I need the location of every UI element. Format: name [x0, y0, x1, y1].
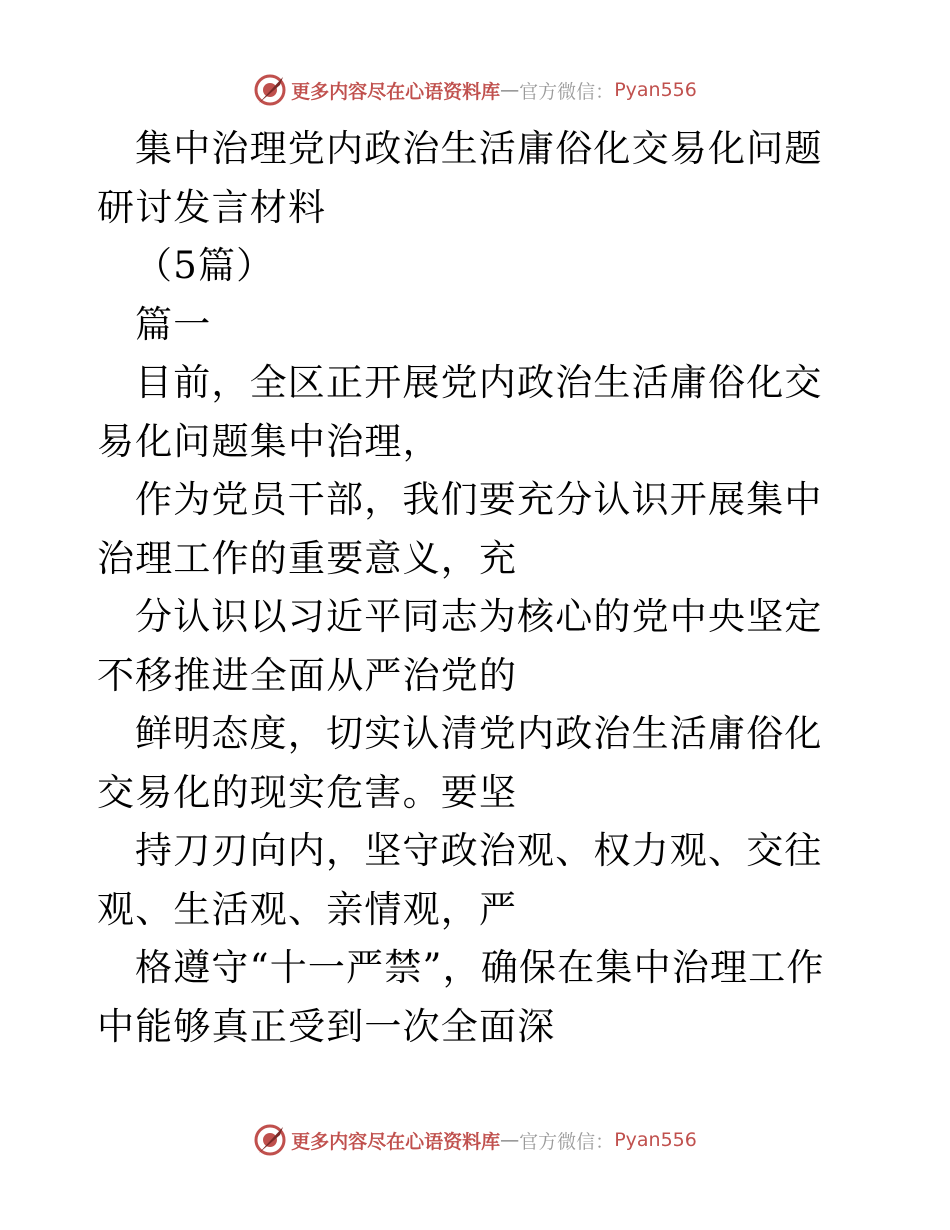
banner-contact-label: 官方微信： [519, 1130, 615, 1153]
section-heading: 篇一 [135, 302, 212, 346]
document-subtitle: （5篇） [135, 244, 275, 287]
body-paragraph: 持刀刃向内，坚守政治观、权力观、交往观、生活观、亲情观，严 [97, 829, 823, 931]
banner-separator: — [500, 79, 520, 101]
body-paragraph: 鲜明态度，切实认清党内政治生活庸俗化交易化的现实危害。要坚 [97, 712, 823, 814]
banner-contact-id: Pyan556 [614, 1129, 697, 1151]
quill-logo-icon [253, 1123, 287, 1157]
banner-title: 更多内容尽在心语资料库 [291, 80, 501, 103]
document-title: 集中治理党内政治生活庸俗化交易化问题研讨发言材料 [97, 127, 823, 229]
header-banner [0, 70, 950, 110]
body-paragraph: 目前，全区正开展党内政治生活庸俗化交易化问题集中治理， [97, 361, 823, 463]
body-paragraph: 分认识以习近平同志为核心的党中央坚定不移推进全面从严治党的 [97, 595, 823, 697]
banner-contact-label: 官方微信： [519, 80, 615, 103]
body-paragraph: 格遵守“十一严禁”，确保在集中治理工作中能够真正受到一次全面深 [97, 946, 825, 1048]
body-paragraph: 作为党员干部，我们要充分认识开展集中治理工作的重要意义，充 [97, 478, 823, 580]
banner-contact-id: Pyan556 [614, 79, 697, 101]
quill-logo-icon [253, 73, 287, 107]
banner-title: 更多内容尽在心语资料库 [291, 1130, 501, 1153]
footer-banner [0, 1120, 950, 1160]
banner-separator: — [500, 1129, 520, 1151]
document-body [97, 120, 853, 1056]
